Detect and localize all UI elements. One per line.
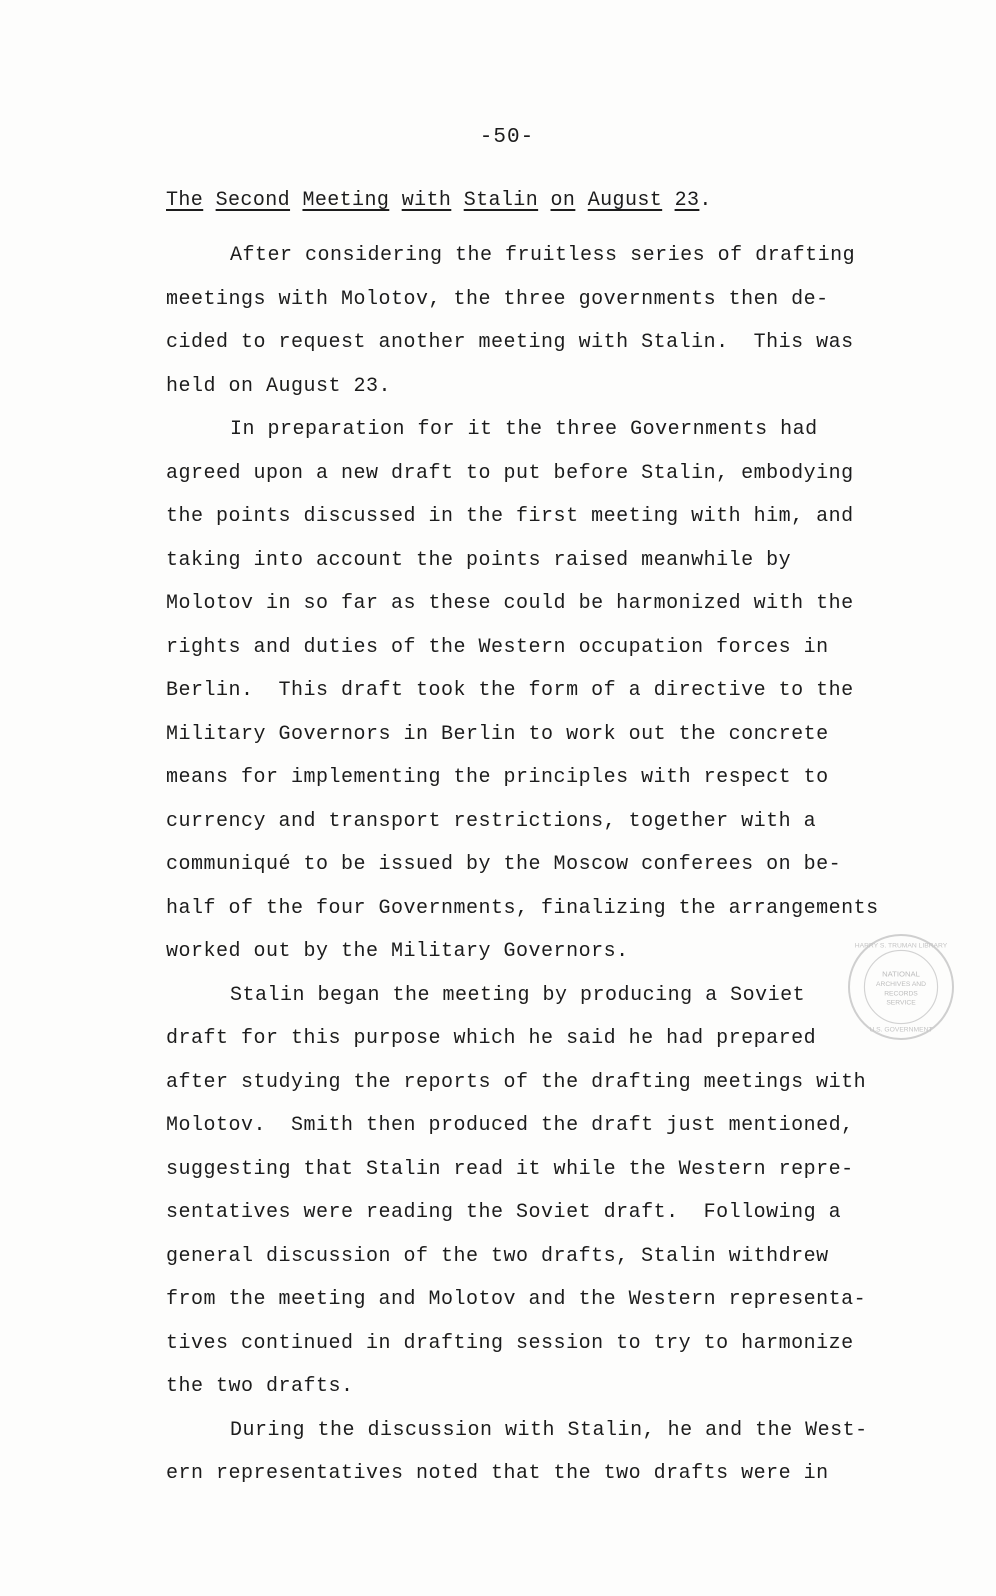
text-line: Molotov in so far as these could be harmonized with the	[166, 592, 854, 615]
text-line: agreed upon a new draft to put before Stalin, embodying	[166, 461, 854, 485]
text-line: the points discussed in the first meeting with him, and	[166, 505, 854, 528]
svg-text:NATIONAL: NATIONAL	[882, 969, 920, 979]
text-line: general discussion of the two drafts, Stalin withdrew	[166, 1244, 829, 1268]
text-line: meetings with Molotov, the three governments then de-	[166, 287, 829, 311]
heading-word: Stalin	[463, 189, 539, 212]
text-line: means for implementing the principles with respect to	[166, 766, 829, 789]
svg-text:U.S. GOVERNMENT: U.S. GOVERNMENT	[869, 1026, 933, 1034]
section-heading	[166, 189, 712, 212]
heading-word: Second	[215, 189, 291, 212]
text-line: worked out by the Military Governors.	[166, 940, 629, 963]
text-line: half of the four Governments, finalizing the arrangements	[166, 896, 879, 920]
text-line: currency and transport restrictions, together with a	[166, 809, 817, 833]
text-line: Berlin. This draft took the form of a directive to the	[166, 679, 854, 702]
svg-text:ARCHIVES AND: ARCHIVES AND	[875, 981, 927, 989]
svg-text:RECORDS: RECORDS	[884, 990, 918, 998]
text-line: Military Governors in Berlin to work out the concrete	[166, 722, 829, 746]
text-line: after studying the reports of the drafting meetings with	[166, 1070, 867, 1094]
heading-word: August	[587, 189, 663, 212]
svg-text:HARRY S. TRUMAN LIBRARY: HARRY S. TRUMAN LIBRARY	[854, 942, 948, 950]
page-number: -50-	[479, 126, 535, 149]
text-line: ern representatives noted that the two drafts were in	[166, 1462, 829, 1485]
text-line: suggesting that Stalin read it while the Western repre-	[166, 1157, 854, 1181]
heading-word: Meeting	[302, 189, 390, 212]
heading-word: on	[550, 189, 576, 212]
text-line: sentatives were reading the Soviet draft. Following a	[166, 1201, 842, 1224]
text-line: draft for this purpose which he said he had prepared	[166, 1027, 817, 1050]
heading-word: 23	[674, 189, 700, 212]
text-line: In preparation for it the three Governments had	[230, 418, 818, 441]
text-line: tives continued in drafting session to try to harmonize	[166, 1331, 854, 1355]
text-line: After considering the fruitless series of drafting	[230, 244, 856, 267]
svg-text:SERVICE: SERVICE	[886, 999, 916, 1007]
text-line: communiqué to be issued by the Moscow conferees on be-	[166, 853, 842, 876]
text-line: Stalin began the meeting by producing a Soviet	[230, 983, 806, 1007]
text-line: During the discussion with Stalin, he and the West-	[230, 1418, 868, 1442]
text-line: cided to request another meeting with Stalin. This was	[166, 331, 854, 354]
heading-word: The	[166, 189, 204, 212]
heading-period: .	[699, 189, 712, 212]
text-line: Molotov. Smith then produced the draft just mentioned,	[166, 1114, 854, 1137]
archive-stamp	[848, 934, 954, 1040]
stamp-graphic	[850, 936, 952, 1038]
text-line: held on August 23.	[166, 374, 392, 398]
heading-word: with	[401, 189, 452, 212]
text-line: from the meeting and Molotov and the Western representa-	[166, 1288, 867, 1311]
text-line: the two drafts.	[166, 1375, 354, 1398]
text-line: rights and duties of the Western occupation forces in	[166, 635, 829, 659]
body-text	[166, 234, 906, 1496]
text-line: taking into account the points raised meanwhile by	[166, 548, 792, 572]
